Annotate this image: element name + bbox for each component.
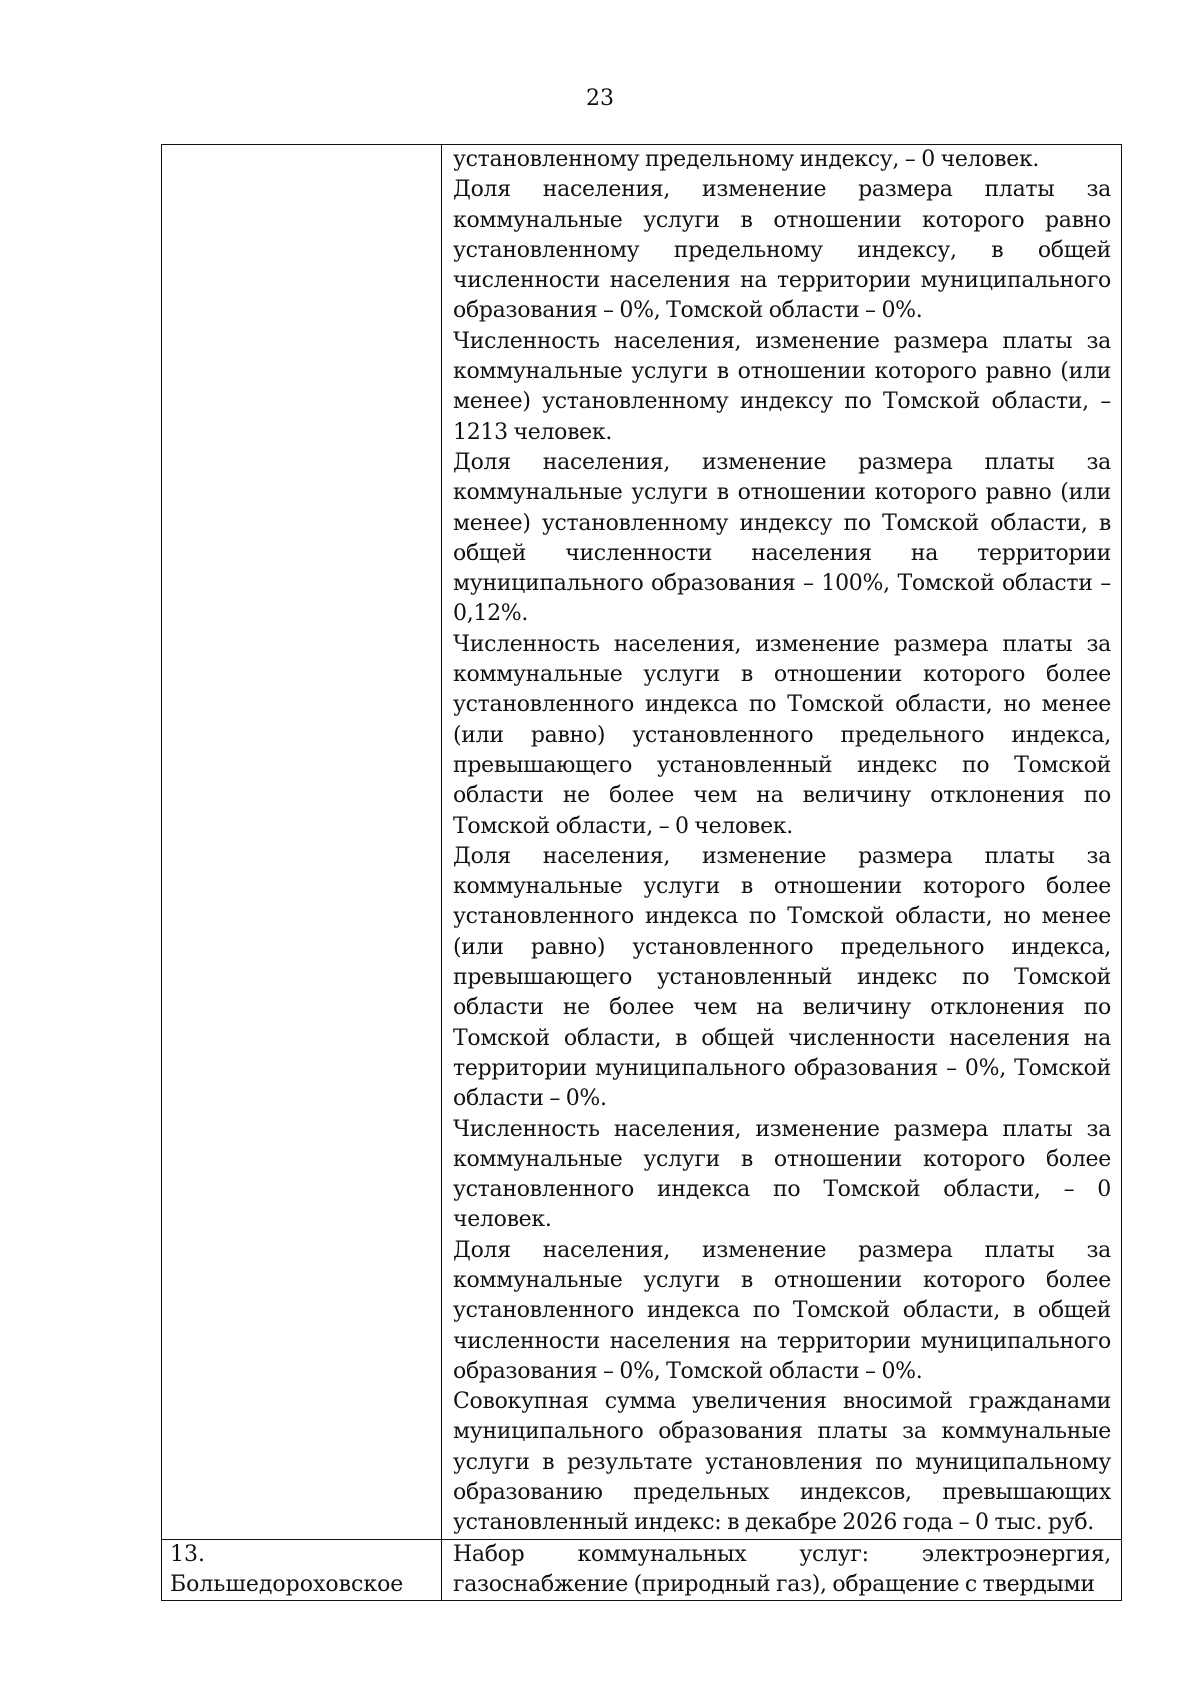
services-cell-13	[442, 1539, 1122, 1601]
paragraph-share-equal-limit: Доля населения, изменение размера платы за коммунальные услуги в отношении которого равно установленному предельному индексу, в общей численности населения на территории муниципального образования – 0%, Томской области – 0%.	[453, 177, 1111, 324]
paragraph-services-set: Набор коммунальных услуг: электроэнергия, газоснабжение (природный газ), обращение с твердыми	[453, 1541, 1111, 1597]
paragraph-count-equal-or-less-regional: Численность населения, изменение размера платы за коммунальные услуги в отношении которого равно (или менее) установленному индексу по Томской области, – 1213 человек.	[453, 328, 1111, 445]
table-row-continuation	[162, 145, 1122, 1540]
indices-table	[161, 144, 1122, 1601]
paragraph-count-above-regional: Численность населения, изменение размера платы за коммунальные услуги в отношении которого более установленного индекса по Томской области, – 0 человек.	[453, 1116, 1111, 1233]
municipality-cell-13	[162, 1539, 442, 1601]
indicators-cell	[442, 145, 1122, 1540]
paragraph-count-within-deviation: Численность населения, изменение размера платы за коммунальные услуги в отношении которого более установленного индекса по Томской области, но менее (или равно) установленного предельного индекса, превышающего установленный индекс по Томской области не более чем на величину отклонения по Томской области, – 0 человек.	[453, 631, 1111, 839]
paragraph-population-count-equal-limit-tail: установленному предельному индексу, – 0 человек.	[453, 147, 1040, 172]
paragraph-share-equal-or-less-regional: Доля населения, изменение размера платы за коммунальные услуги в отношении которого равно (или менее) установленному индексу по Томской области, в общей численности населения на территории муниципального образования – 100%, Томской области – 0,12%.	[453, 449, 1111, 627]
municipality-cell-empty	[162, 145, 442, 1540]
page-number: 23	[586, 86, 614, 111]
paragraph-share-within-deviation: Доля населения, изменение размера платы за коммунальные услуги в отношении которого более установленного индекса по Томской области, но менее (или равно) установленного предельного индекса, превышающего установленный индекс по Томской области не более чем на величину отклонения по Томской области, в общей численности населения на территории муниципального образования – 0%, Томской области – 0%.	[453, 843, 1111, 1112]
municipality-number: 13.	[170, 1541, 205, 1567]
table-row-13	[162, 1539, 1122, 1601]
paragraph-share-above-regional: Доля населения, изменение размера платы за коммунальные услуги в отношении которого более установленного индекса по Томской области, в общей численности населения на территории муниципального образования – 0%, Томской области – 0%.	[453, 1237, 1111, 1384]
municipality-name: Большедороховское	[170, 1571, 404, 1597]
paragraph-total-increase-sum: Совокупная сумма увеличения вносимой гражданами муниципального образования платы за коммунальные услуги в результате установления по муниципальному образованию предельных индексов, превышающих установленный индекс: в декабре 2026 года – 0 тыс. руб.	[453, 1389, 1111, 1536]
